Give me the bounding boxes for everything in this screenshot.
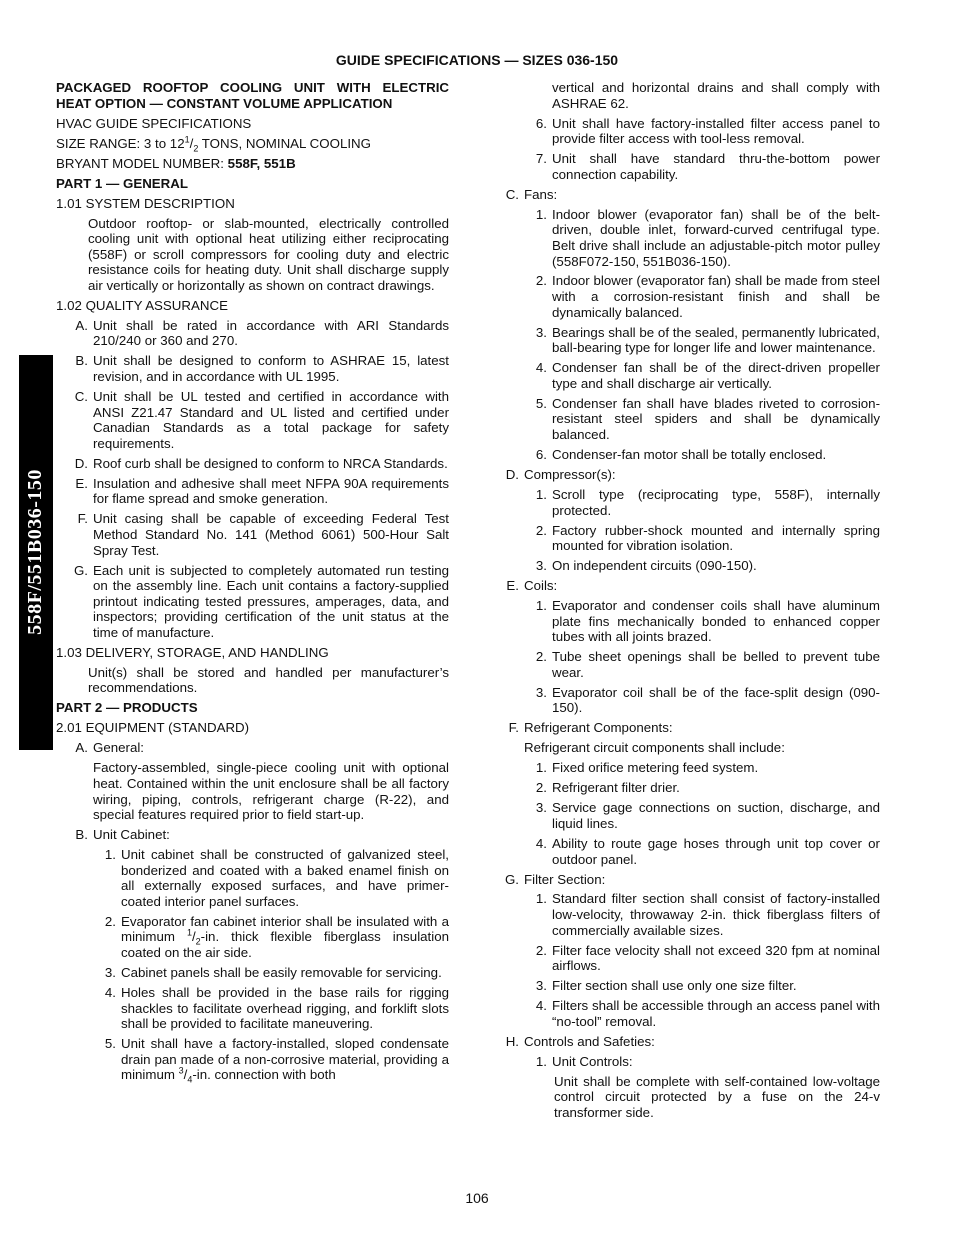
cabinet-item-7: 7. Unit shall have standard thru-the-bottom power connection capability. bbox=[535, 151, 880, 182]
cabinet-item-5-continued: vertical and horizontal drains and shall comply with ASHRAE 62. bbox=[552, 80, 880, 111]
right-column bbox=[502, 80, 880, 1125]
section-1-03-heading: 1.03 DELIVERY, STORAGE, AND HANDLING bbox=[56, 644, 329, 660]
cabinet-item-3: 3. Cabinet panels shall be easily removable for servicing. bbox=[104, 965, 442, 981]
cabinet-item-2: 2. Evaporator fan cabinet interior shall be insulated with a minimum $^1/_2-in$. thick flexible fiberglass insulation coated on the air side. bbox=[104, 913, 449, 961]
size-range: SIZE RANGE: 3 to $12^1/_2$ TONS, NOMINAL COOLING bbox=[56, 134, 371, 154]
section-1-03-text: Unit(s) shall be stored and handled per manufacturer’s recommendations. bbox=[88, 664, 449, 696]
coils-item-2: 2. Tube sheet openings shall be belled to prevent tube wear. bbox=[535, 649, 880, 680]
fans-item-3: 3. Bearings shall be of the sealed, permanently lubricated, ball-bearing type for longer life and lower maintenance. bbox=[535, 324, 880, 356]
item-a-text: Factory-assembled, single-piece cooling unit with optional heat. Contained within the unit enclosure shall be all factory wiring, piping, controls, refrigerant charge (R-22), and special features required prior to field start-up. bbox=[93, 760, 449, 823]
refrigerant-item-2: 2. Refrigerant filter drier. bbox=[535, 780, 680, 796]
cabinet-item-5: 5. Unit shall have a factory-installed, sloped condensate drain pan made of a non-corrosive material, providing a minimum $^3/_4-in$. connection with both bbox=[104, 1036, 449, 1086]
filter-item-4: 4. Filters shall be accessible through an access panel with “no-tool” removal. bbox=[535, 998, 880, 1029]
item-f-heading: F. Refrigerant Components: bbox=[508, 720, 673, 736]
fans-item-2: 2. Indoor blower (evaporator fan) shall be made from steel with a corrosion-resistant finish and shall be dynamically balanced. bbox=[535, 273, 880, 320]
item-a-heading: A. General: bbox=[75, 740, 144, 756]
refrigerant-item-4: 4. Ability to route gage hoses through unit top cover or outdoor panel. bbox=[535, 835, 880, 867]
coils-item-3: 3. Evaporator coil shall be of the face-split design (090-150). bbox=[535, 684, 880, 716]
section-2-01-heading: 2.01 EQUIPMENT (STANDARD) bbox=[56, 720, 250, 736]
coils-item-1: 1. Evaporator and condenser coils shall have aluminum plate fins mechanically bonded to enhanced copper tubes with all joints brazed. bbox=[535, 598, 880, 645]
refrigerant-item-3: 3. Service gage connections on suction, discharge, and liquid lines. bbox=[535, 800, 880, 831]
section-1-01-heading: 1.01 SYSTEM DESCRIPTION bbox=[56, 195, 235, 211]
page-number: 106 bbox=[465, 1190, 489, 1206]
doc-title bbox=[56, 80, 449, 111]
cabinet-item-1: 1. Unit cabinet shall be constructed of galvanized steel, bonderized and coated with a baked enamel finish on all externally exposed surfaces, and have primer-coated interior panel surfaces. bbox=[104, 847, 449, 909]
qa-item-b: B. Unit shall be designed to conform to ASHRAE 15, latest revision, and in accordance with UL 1995. bbox=[75, 353, 449, 385]
cabinet-item-4: 4. Holes shall be provided in the base rails for rigging shackles to facilitate overhead rigging, and forklift slots shall be provided to facilitate maneuvering. bbox=[104, 985, 449, 1032]
refrigerant-intro: Refrigerant circuit components shall include: bbox=[524, 740, 785, 756]
compressor-item-1: 1. Scroll type (reciprocating type, 558F), internally protected. bbox=[535, 486, 880, 518]
fans-item-1: 1. Indoor blower (evaporator fan) shall be of the belt-driven, double inlet, forward-curved centrifugal type. Belt drive shall include an adjustable-pitch motor pulley (558F072-150, 551B036-150). bbox=[535, 206, 880, 269]
qa-item-f: F. Unit casing shall be capable of exceeding Federal Test Method Standard No. 141 (Method 6061) 500-Hour Salt Spray Test. bbox=[77, 511, 449, 558]
item-h-heading: H. Controls and Safeties: bbox=[505, 1033, 655, 1049]
section-1-02-heading: 1.02 QUALITY ASSURANCE bbox=[56, 297, 228, 313]
guide-heading: HVAC GUIDE SPECIFICATIONS bbox=[56, 115, 252, 131]
left-column bbox=[56, 80, 449, 1087]
item-g-heading: G. Filter Section: bbox=[504, 871, 606, 887]
qa-item-g: G. Each unit is subjected to completely automated run testing on the assembly line. Each unit contains a factory-supplied printout indicating tested pressures, amperages, data, and inspectors; providing certification of the unit status at the time of manufacture. bbox=[73, 562, 449, 640]
qa-item-e: E. Insulation and adhesive shall meet NFPA 90A requirements for flame spread and smoke generation. bbox=[75, 475, 449, 507]
qa-item-d: D. Roof curb shall be designed to conform to NRCA Standards. bbox=[74, 455, 448, 471]
part1-heading: PART 1 — GENERAL bbox=[56, 175, 188, 191]
item-d-heading: D. Compressor(s): bbox=[505, 466, 616, 482]
qa-item-c: C. Unit shall be UL tested and certified in accordance with ANSI Z21.47 Standard and UL listed and certified under Canadian Standards as a total package for safety requirements. bbox=[74, 389, 449, 451]
item-c-heading: C. Fans: bbox=[505, 186, 558, 202]
model-number: BRYANT MODEL NUMBER: 558F, 551B bbox=[56, 155, 296, 171]
filter-item-3: 3. Filter section shall use only one size filter. bbox=[535, 978, 797, 994]
page-header: GUIDE SPECIFICATIONS — SIZES 036-150 bbox=[335, 52, 619, 68]
cabinet-item-6: 6. Unit shall have factory-installed filter access panel to provide filter access with tool-less removal. bbox=[535, 115, 880, 147]
fans-item-6: 6. Condenser-fan motor shall be totally enclosed. bbox=[535, 446, 827, 462]
doc-title-line-2: HEAT OPTION — CONSTANT VOLUME APPLICATION bbox=[56, 95, 393, 111]
compressor-item-3: 3. On independent circuits (090-150). bbox=[535, 558, 757, 574]
part2-heading: PART 2 — PRODUCTS bbox=[56, 700, 198, 716]
section-1-01-text: Outdoor rooftop- or slab-mounted, electrically controlled cooling unit with optional heat utilizing either reciprocating (558F) or scroll compressors for cooling duty and electric resistance coils for heating duty. Unit shall discharge supply air vertically or horizontally as shown on contract drawings. bbox=[88, 215, 449, 293]
filter-item-1: 1. Standard filter section shall consist of factory-installed low-velocity, throwaway 2-in. thick fiberglass filters of commercially available sizes. bbox=[535, 891, 880, 938]
refrigerant-item-1: 1. Fixed orifice metering feed system. bbox=[535, 760, 759, 776]
item-e-heading: E. Coils: bbox=[506, 578, 558, 594]
controls-item-1-text: Unit shall be complete with self-contained low-voltage control circuit protected by a fuse on the 24-v transformer side. bbox=[554, 1073, 880, 1120]
qa-item-a: A. Unit shall be rated in accordance with ARI Standards 210/240 or 360 and 270. bbox=[75, 317, 449, 349]
fans-item-4: 4. Condenser fan shall be of the direct-driven propeller type and shall discharge air vertically. bbox=[535, 360, 880, 391]
doc-title-line-1: PACKAGED ROOFTOP COOLING UNIT WITH ELECTRIC bbox=[56, 80, 449, 95]
item-b-heading: B. Unit Cabinet: bbox=[75, 827, 170, 843]
side-tab bbox=[19, 355, 53, 750]
controls-item-1-heading: 1. Unit Controls: bbox=[535, 1053, 633, 1069]
fans-item-5: 5. Condenser fan shall have blades riveted to corrosion-resistant steel spiders and shall be dynamically balanced. bbox=[535, 395, 880, 442]
side-tab-label: 558F/551B036-150 bbox=[24, 469, 47, 635]
compressor-item-2: 2. Factory rubber-shock mounted and internally spring mounted for vibration isolation. bbox=[535, 522, 880, 554]
filter-item-2: 2. Filter face velocity shall not exceed 320 fpm at nominal airflows. bbox=[535, 942, 880, 974]
